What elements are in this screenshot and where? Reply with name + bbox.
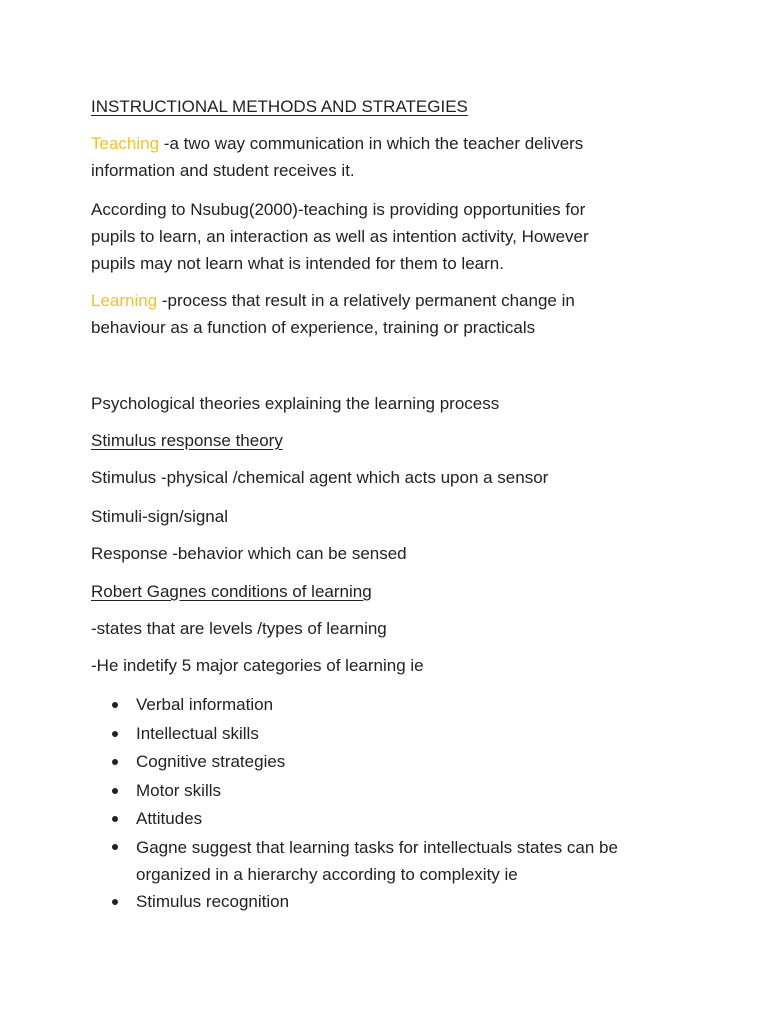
learning-definition-line-2: behaviour as a function of experience, training or practicals xyxy=(91,318,536,337)
teaching-definition-text: -a two way communication in which the teacher delivers xyxy=(159,134,584,153)
list-item: Intellectual skills xyxy=(106,720,618,749)
teaching-definition-line-1 xyxy=(91,130,583,157)
list-item: Motor skills xyxy=(106,777,618,806)
learning-definition-text: -process that result in a relatively permanent change in xyxy=(157,291,575,310)
document-title: INSTRUCTIONAL METHODS AND STRATEGIES xyxy=(91,97,468,116)
list-item: Gagne suggest that learning tasks for intellectuals states can be organized in a hierarchy according to complexity ie xyxy=(106,834,618,888)
learning-definition-line-1 xyxy=(91,287,575,314)
learning-term: Learning xyxy=(91,291,158,310)
bullet-icon xyxy=(112,816,118,822)
nsubug-paragraph-line-3: pupils may not learn what is intended for them to learn. xyxy=(91,254,504,273)
stimulus-definition: Stimulus -physical /chemical agent which acts upon a sensor xyxy=(91,468,549,487)
learning-categories-list xyxy=(106,691,618,916)
bullet-icon xyxy=(112,899,118,905)
bullet-icon xyxy=(112,731,118,737)
nsubug-paragraph-line-2: pupils to learn, an interaction as well as intention activity, However xyxy=(91,227,589,246)
teaching-term: Teaching xyxy=(91,134,160,153)
nsubug-paragraph-line-1: According to Nsubug(2000)-teaching is providing opportunities for xyxy=(91,200,586,219)
teaching-definition-line-2: information and student receives it. xyxy=(91,161,355,180)
bullet-icon xyxy=(112,759,118,765)
response-definition: Response -behavior which can be sensed xyxy=(91,544,407,563)
stimulus-response-heading: Stimulus response theory xyxy=(91,431,283,450)
gagne-heading: Robert Gagnes conditions of learning xyxy=(91,582,372,601)
list-item: Stimulus recognition xyxy=(106,888,618,917)
section-heading: Psychological theories explaining the learning process xyxy=(91,394,500,413)
bullet-icon xyxy=(112,844,118,850)
gagne-categories-line: -He indetify 5 major categories of learning ie xyxy=(91,656,424,675)
bullet-icon xyxy=(112,702,118,708)
stimuli-definition: Stimuli-sign/signal xyxy=(91,507,228,526)
list-item: Cognitive strategies xyxy=(106,748,618,777)
list-item: Verbal information xyxy=(106,691,618,720)
list-item: Attitudes xyxy=(106,805,618,834)
gagne-states-line: -states that are levels /types of learning xyxy=(91,619,387,638)
bullet-icon xyxy=(112,788,118,794)
